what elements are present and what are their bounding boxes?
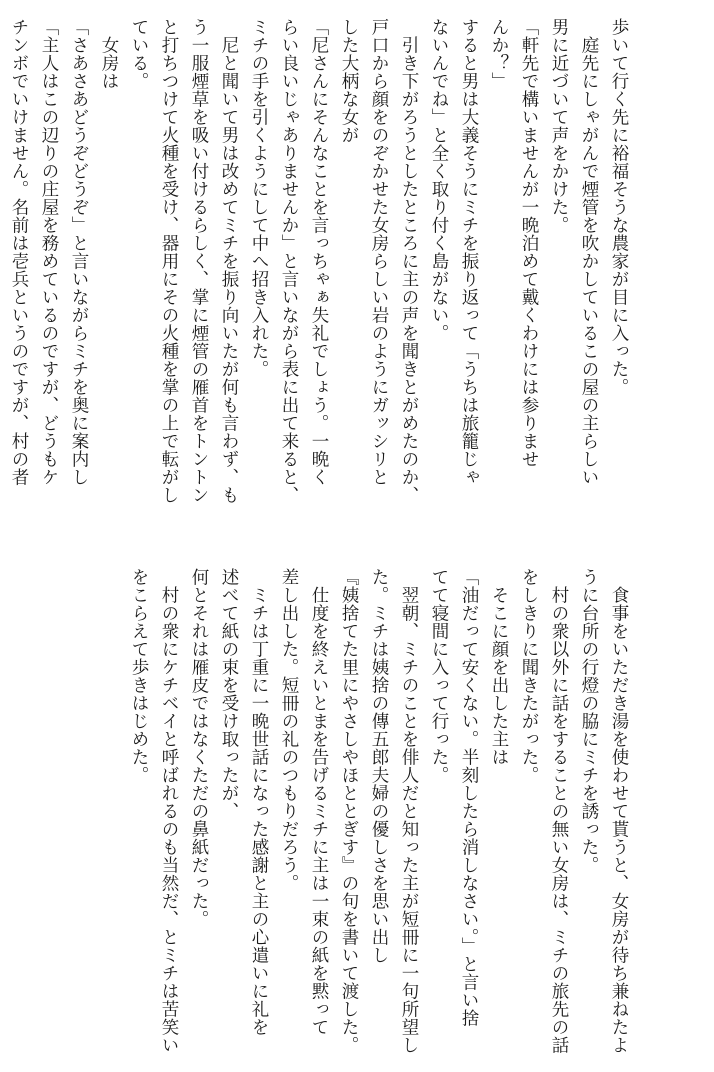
top_block-line: と打ちつけて火種を受け、器用にその火種を掌の上で転がし <box>159 18 179 504</box>
bottom_block-line: 『姨捨てた里にやさしやほととぎす』の句を書いて渡した。 <box>339 568 359 1054</box>
bottom_block-line: 「油だって安くない。半刻したら消しなさい。」と言い捨 <box>459 568 479 1028</box>
top_block-line: ないんでね」と全く取り付く島がない。 <box>429 18 449 342</box>
bottom_block-line: うに台所の行燈の脇にミチを誘った。 <box>579 568 599 874</box>
top_block-line: 戸口から顔をのぞかせた女房らしい岩のようにガッシリと <box>369 18 389 486</box>
top_block-line: した大柄な女が <box>339 18 359 144</box>
top_block-line: ている。 <box>129 18 149 90</box>
top_block-line: すると男は大義そうにミチを振り返って「うちは旅籠じゃ <box>459 18 479 486</box>
bottom_block-line: 述べて紙の束を受け取ったが、 <box>219 568 239 820</box>
top_block-line: んか？」 <box>489 18 509 90</box>
top_block-line: 「軒先で構いませんが一晩泊めて戴くわけには参りませ <box>519 18 539 468</box>
top_block-line: 尼と聞いて男は改めてミチを振り向いたが何も言わず、も <box>219 35 239 504</box>
top_block-line: う一服煙草を吸い付けるらしく、掌に煙管の雁首をトントン <box>189 18 209 504</box>
bottom_block-line: 食事をいただき湯を使わせて貰うと、女房が待ち兼ねたよ <box>609 585 629 1054</box>
bottom_block-line: た。ミチは姨捨の傳五郎夫婦の優しさを思い出し <box>369 568 389 964</box>
top_block-line: 引き下がろうとしたところに主の声を聞きとがめたのか、 <box>399 35 419 504</box>
top_block-line: 「さあさあどうぞどうぞ」と言いながらミチを奥に案内し <box>69 18 89 486</box>
bottom_block-line: 村の衆以外に話をすることの無い女房は、ミチの旅先の話 <box>549 585 569 1054</box>
bottom_block-line: をこらえて歩きはじめた。 <box>129 568 149 784</box>
bottom_block-line: 村の衆にケチベイと呼ばれるのも当然だ、とミチは苦笑い <box>159 585 179 1054</box>
top_block-line: 歩いて行く先に裕福そうな農家が目に入った。 <box>609 18 629 396</box>
bottom_block-line: 差し出した。短冊の礼のつもりだろう。 <box>279 568 299 892</box>
text-block-bottom <box>124 568 634 1058</box>
top_block-line: 男に近づいて声をかけた。 <box>549 18 569 234</box>
top_block-line: 「主人はこの辺りの庄屋を務めているのですが、どうもケ <box>39 18 59 486</box>
top_block-line: ミチの手を引くようにして中へ招き入れた。 <box>249 18 269 378</box>
top_block-line: 女房は <box>99 35 119 90</box>
bottom_block-line: ミチは丁重に一晩世話になった感謝と主の心遣いに礼を <box>249 585 269 1036</box>
top_block-line <box>0 18 4 518</box>
bottom_block-line: てて寝間に入って行った。 <box>429 568 449 784</box>
top_block-line: 「尼さんにそんなことを言っちゃぁ失礼でしょう。一晩く <box>309 18 329 486</box>
top_block-line: チンボでいけません。名前は壱兵というのですが、村の者 <box>9 18 29 486</box>
bottom_block-line: をしきりに聞きたがった。 <box>519 568 539 784</box>
top_block-line: らい良いじゃありませんか」と言いながら表に出て来ると、 <box>279 18 299 504</box>
text-block-top <box>0 18 634 518</box>
bottom_block-line: 仕度を終えいとまを告げるミチに主は一束の紙を黙って <box>309 585 329 1036</box>
bottom_block-line: 何とそれは雁皮ではなくただの鼻紙だった。 <box>189 568 209 928</box>
top_block-line: 庭先にしゃがんで煙管を吹かしているこの屋の主らしい <box>579 35 599 486</box>
bottom_block-line: 翌朝、ミチのことを俳人だと知った主が短冊に一句所望し <box>399 585 419 1054</box>
bottom_block-line: そこに顔を出した主は <box>489 585 509 766</box>
